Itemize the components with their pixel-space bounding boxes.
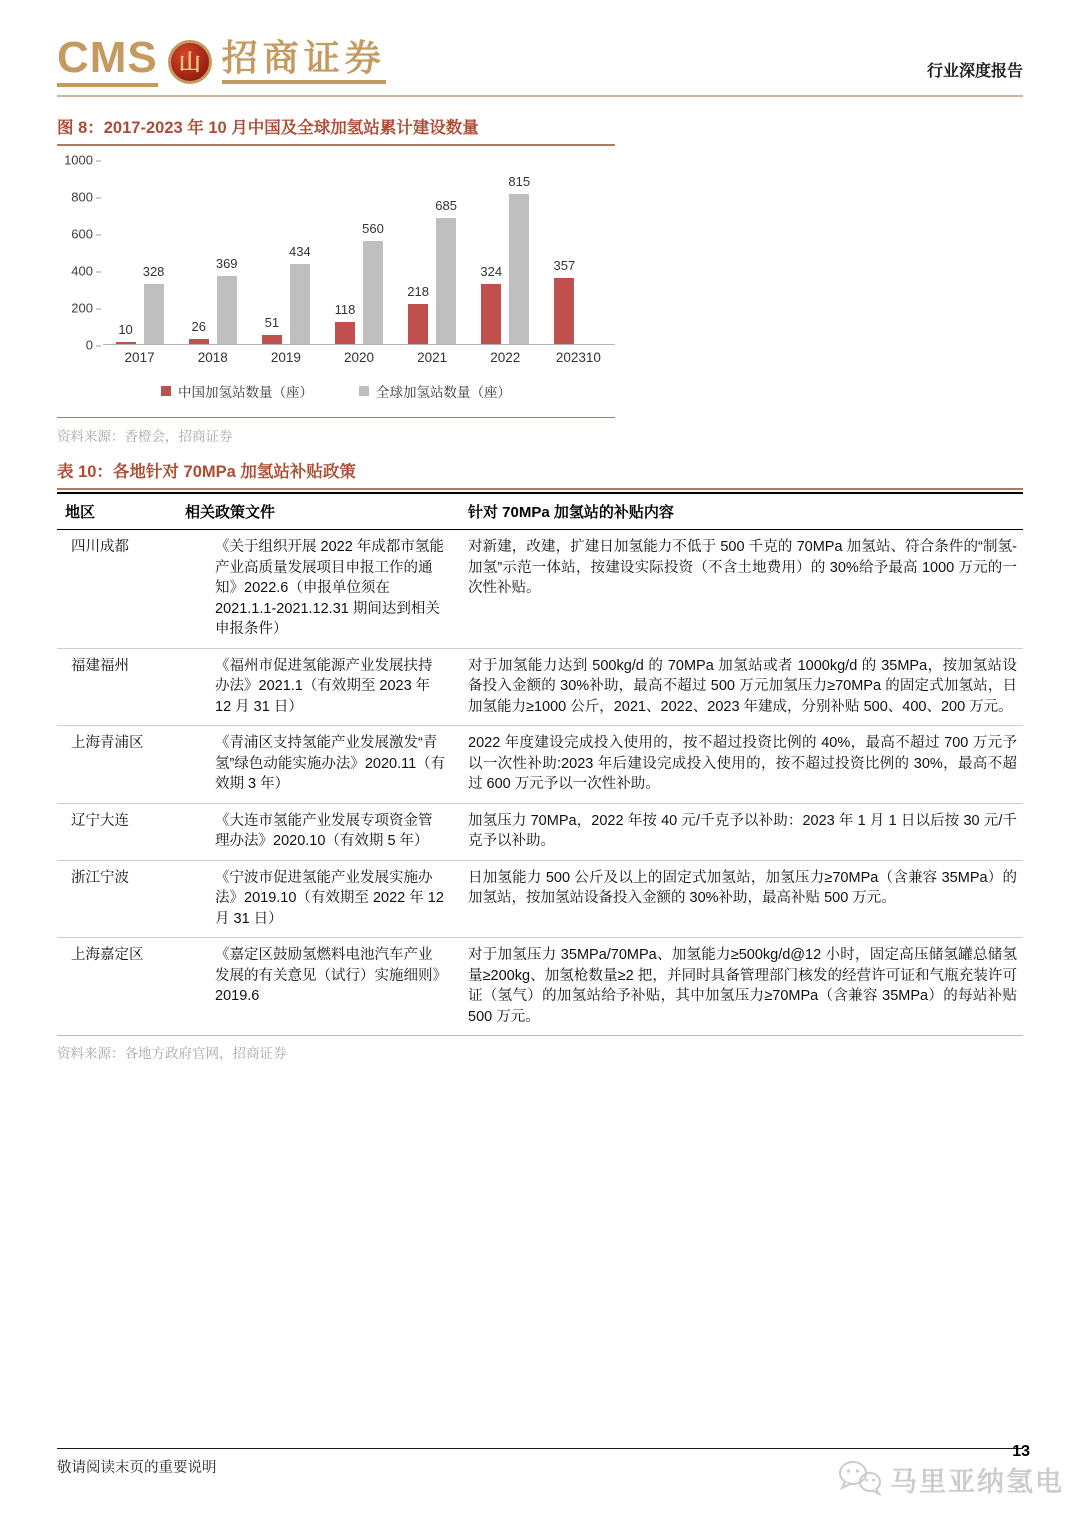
cell-region: 辽宁大连 bbox=[57, 803, 185, 860]
bar-slot bbox=[262, 160, 282, 344]
legend-item bbox=[359, 381, 511, 401]
bar bbox=[262, 335, 282, 344]
bar bbox=[290, 264, 310, 344]
x-tick-label: 2018 bbox=[197, 350, 228, 365]
bar-slot bbox=[116, 160, 136, 344]
legend-swatch bbox=[359, 386, 369, 396]
bar bbox=[554, 278, 574, 344]
bar-value-label: 218 bbox=[407, 283, 429, 299]
x-tick-label: 2022 bbox=[490, 350, 521, 365]
cell-region: 上海青浦区 bbox=[57, 726, 185, 804]
bar-value-label: 328 bbox=[142, 263, 165, 279]
cell-content: 对新建，改建，扩建日加氢能力不低于 500 千克的 70MPa 加氢站、符合条件的“制氢-加氢”示范一体站，按建设实际投资（不含土地费用）的 30%给予最高 1000 万元的一次性补贴。 bbox=[468, 530, 1023, 649]
y-tick-label: 1000 bbox=[64, 152, 93, 168]
legend-label: 中国加氢站数量（座） bbox=[178, 385, 313, 400]
y-tick-label: 0 bbox=[85, 337, 93, 353]
cell-region: 浙江宁波 bbox=[57, 860, 185, 938]
bar-slot bbox=[509, 160, 529, 344]
bar-group-2021 bbox=[396, 160, 469, 365]
bar-slot bbox=[582, 160, 602, 344]
x-tick-label: 2020 bbox=[343, 350, 375, 365]
bar bbox=[335, 322, 355, 344]
bar-group-2020 bbox=[322, 160, 395, 365]
bar-group-202310 bbox=[542, 160, 615, 365]
cms-medallion-icon bbox=[168, 40, 212, 84]
bar bbox=[436, 218, 456, 344]
bar-value-label: 324 bbox=[480, 264, 503, 280]
cms-logo-text: CMS bbox=[57, 36, 158, 87]
cell-content: 日加氢能力 500 公斤及以上的固定式加氢站，加氢压力≥70MPa（含兼容 35MPa）的加氢站，按加氢站设备投入金额的 30%补助，最高补贴 500 万元。 bbox=[468, 860, 1023, 938]
chart-plot bbox=[103, 160, 615, 365]
bar bbox=[144, 284, 164, 344]
bar-slot bbox=[290, 160, 310, 344]
figure-title: 图 8：2017-2023 年 10 月中国及全球加氢站累计建设数量 bbox=[57, 114, 615, 146]
policy-table-body bbox=[57, 530, 1023, 1036]
figure-source: 资料来源：香橙会，招商证券 bbox=[57, 429, 233, 444]
legend-label: 全球加氢站数量（座） bbox=[376, 385, 511, 400]
cell-policy: 《嘉定区鼓励氢燃料电池汽车产业发展的有关意见（试行）实施细则》2019.6 bbox=[185, 938, 468, 1036]
table-row bbox=[57, 726, 1023, 804]
cell-policy: 《大连市氢能产业发展专项资金管理办法》2020.10（有效期 5 年） bbox=[185, 803, 468, 860]
policy-table-head bbox=[57, 493, 1023, 530]
bar-slot bbox=[481, 160, 501, 344]
bar-slot bbox=[144, 160, 164, 344]
bar-value-label: 434 bbox=[288, 244, 311, 260]
bar-group-2022 bbox=[469, 160, 542, 365]
cell-policy: 《福州市促进氢能源产业发展扶持办法》2021.1（有效期至 2023 年 12 月 31 日） bbox=[185, 648, 468, 726]
legend-swatch bbox=[161, 386, 171, 396]
x-tick-label: 202310 bbox=[555, 350, 601, 365]
page-number: 13 bbox=[1012, 1443, 1030, 1460]
watermark-text: 马里亚纳氢电 bbox=[890, 1466, 1064, 1497]
bar-group-2019 bbox=[249, 160, 322, 365]
wechat-watermark-icon bbox=[836, 1458, 884, 1500]
cms-logo bbox=[57, 33, 386, 87]
column-header-policy: 相关政策文件 bbox=[185, 493, 468, 530]
header-divider bbox=[57, 95, 1023, 97]
table-title: 表 10：各地针对 70MPa 加氢站补贴政策 bbox=[57, 458, 1023, 490]
medallion-glyph: 山 bbox=[178, 50, 201, 75]
chart-legend bbox=[57, 381, 615, 401]
bar-slot bbox=[217, 160, 237, 344]
bar-group-2018 bbox=[176, 160, 249, 365]
bar-value-label: 560 bbox=[362, 220, 384, 236]
x-tick-label: 2017 bbox=[124, 350, 155, 365]
figure-8-block bbox=[57, 114, 615, 445]
table-source: 资料来源：各地方政府官网，招商证券 bbox=[57, 1046, 287, 1061]
y-tick-label: 400 bbox=[71, 263, 93, 279]
bar-value-label: 369 bbox=[215, 256, 238, 272]
bar bbox=[363, 241, 383, 344]
cell-content: 对于加氢压力 35MPa/70MPa、加氢能力≥500kg/d@12 小时，固定高压储氢罐总储氢量≥200kg、加氢枪数量≥2 把，并同时具备管理部门核发的经营许可证和气瓶充装许可证（氢气）的加氢站给予补贴，其中加氢压力≥70MPa（含兼容 35MPa）的每站补贴 500 万元。 bbox=[468, 938, 1023, 1036]
chart-y-axis bbox=[57, 152, 103, 353]
bar-slot bbox=[408, 160, 428, 344]
bar-chart bbox=[57, 152, 615, 365]
bar bbox=[509, 194, 529, 344]
table-row bbox=[57, 648, 1023, 726]
bar bbox=[217, 276, 237, 344]
cell-policy: 《青浦区支持氢能产业发展激发“青氢”绿色动能实施办法》2020.11（有效期 3 年） bbox=[185, 726, 468, 804]
legend-item bbox=[161, 381, 313, 401]
table-row bbox=[57, 860, 1023, 938]
bar bbox=[116, 342, 136, 344]
bar bbox=[481, 284, 501, 344]
cell-region: 上海嘉定区 bbox=[57, 938, 185, 1036]
footer-disclaimer: 敬请阅读末页的重要说明 bbox=[57, 1460, 217, 1476]
bar-value-label: 685 bbox=[435, 197, 457, 213]
table-row bbox=[57, 938, 1023, 1036]
y-tick-label: 200 bbox=[71, 300, 93, 316]
bar-value-label: 10 bbox=[118, 322, 133, 338]
table-10-block bbox=[57, 458, 1023, 1062]
y-tick-label: 800 bbox=[71, 189, 93, 205]
header-row bbox=[57, 493, 1023, 530]
bar-slot bbox=[363, 160, 383, 344]
bar-value-label: 26 bbox=[191, 319, 206, 335]
bar-value-label: 118 bbox=[334, 302, 356, 318]
bar-slot bbox=[554, 160, 574, 344]
column-header-content: 针对 70MPa 加氢站的补贴内容 bbox=[468, 493, 1023, 530]
watermark bbox=[836, 1458, 1064, 1500]
cell-policy: 《宁波市促进氢能产业发展实施办法》2019.10（有效期至 2022 年 12 月 31 日） bbox=[185, 860, 468, 938]
bar-slot bbox=[335, 160, 355, 344]
table-row bbox=[57, 530, 1023, 649]
x-tick-label: 2019 bbox=[270, 350, 301, 365]
cell-region: 四川成都 bbox=[57, 530, 185, 649]
cell-region: 福建福州 bbox=[57, 648, 185, 726]
cell-policy: 《关于组织开展 2022 年成都市氢能产业高质量发展项目申报工作的通知》2022.6（申报单位须在 2021.1.1-2021.12.31 期间达到相关申报条件） bbox=[185, 530, 468, 649]
footer-divider bbox=[57, 1448, 1023, 1449]
cell-content: 2022 年度建设完成投入使用的，按不超过投资比例的 40%，最高不超过 700 万元予以一次性补助:2023 年后建设完成投入使用的，按不超过投资比例的 30%，最高不超过 600 万元予以一次性补助。 bbox=[468, 726, 1023, 804]
brand-name: 招商证券 bbox=[222, 39, 386, 85]
bar bbox=[189, 339, 209, 344]
bar bbox=[408, 304, 428, 344]
policy-table bbox=[57, 492, 1023, 1036]
bar-slot bbox=[436, 160, 456, 344]
report-type-label: 行业深度报告 bbox=[926, 63, 1023, 80]
bar-group-2017 bbox=[103, 160, 176, 365]
cell-content: 加氢压力 70MPa，2022 年按 40 元/千克予以补助：2023 年 1 月 1 日以后按 30 元/千克予以补助。 bbox=[468, 803, 1023, 860]
table-row bbox=[57, 803, 1023, 860]
figure-divider bbox=[57, 417, 615, 418]
bar-slot bbox=[189, 160, 209, 344]
y-tick-label: 600 bbox=[71, 226, 93, 242]
x-tick-label: 2021 bbox=[417, 350, 448, 365]
column-header-region: 地区 bbox=[57, 493, 185, 530]
page-header bbox=[57, 33, 1023, 97]
cell-content: 对于加氢能力达到 500kg/d 的 70MPa 加氢站或者 1000kg/d 的 35MPa，按加氢站设备投入金额的 30%补助，最高不超过 500 万元加氢压力≥70MPa 的固定式加氢站，日加氢能力≥1000 公斤，2021、2022、2023 年建成，分别补贴 500、400、200 万元。 bbox=[468, 648, 1023, 726]
bar-value-label: 815 bbox=[508, 174, 531, 190]
bar-value-label: 357 bbox=[553, 258, 576, 274]
bar-value-label: 51 bbox=[264, 314, 280, 330]
